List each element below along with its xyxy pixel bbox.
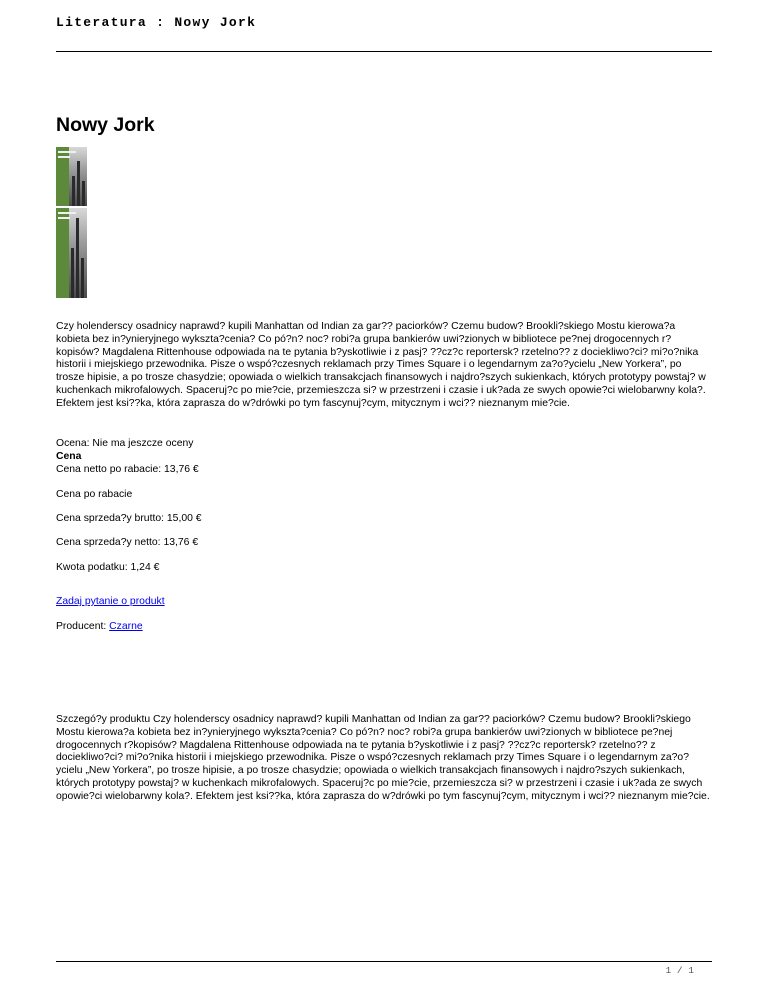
net-price-after-discount: Cena netto po rabacie: 13,76 € (56, 464, 199, 475)
net-sale-price: Cena sprzeda?y netto: 13,76 € (56, 537, 199, 548)
tax-amount: Kwota podatku: 1,24 € (56, 562, 160, 573)
rating-text: Ocena: Nie ma jeszcze oceny (56, 438, 194, 449)
ask-question-link[interactable]: Zadaj pytanie o produkt (56, 596, 165, 607)
document-header-title: Literatura : Nowy Jork (56, 15, 257, 30)
price-heading: Cena (56, 451, 82, 462)
producer-line (56, 621, 143, 634)
page-number: 1 / 1 (665, 965, 694, 976)
price-after-discount: Cena po rabacie (56, 489, 133, 500)
producer-link[interactable]: Czarne (109, 621, 143, 632)
product-details: Szczegó?y produktu Czy holenderscy osadnicy naprawd? kupili Manhattan od Indian za gar?? paciorków? Czemu budow? Brookli?skiego Mostu kierowa?a kobieta bez in?ynieryjnego wykszta?cenia? Co pó?n? noc? robi?a grupa bankierów uwi?zionych w bibliotece pe?nej drogocennych r?kopisów? Magdalena Rittenhouse odpowiada na te pytania b?yskotliwie i z pasj? ??cz?c reportersk? rzetelno?? z dociekliwo?ci? mi?o?nika historii i miejskiego przewodnika. Pisze o wspó?czesnych reklamach przy Times Square i o legendarnym za?o?ycielu „New Yorkera”, po trosze hipisie, a po trosze chasydzie; opowiada o wielkich transakcjach finansowych i najdro?szych sukienkach, których prototypy powstaj? w kuchenkach mikrofalowych. Spaceruj?c po mie?cie, przemieszcza si? w przestrzeni i czasie i uk?ada ze swych opowie?ci wielobarwny kola?. Efektem jest ksi??ka, która zaprasza do w?drówki po tym fascynuj?cym, mitycznym i wci?? nieznanym mie?cie. (56, 714, 710, 802)
cover-city-photo (69, 147, 87, 206)
page-title: Nowy Jork (56, 114, 155, 136)
gross-sale-price: Cena sprzeda?y brutto: 15,00 € (56, 513, 202, 524)
cover-spine-band (56, 208, 69, 298)
book-cover-image[interactable] (56, 208, 87, 298)
cover-city-photo (69, 208, 87, 298)
book-cover-thumbnail[interactable] (56, 147, 87, 206)
product-description: Czy holenderscy osadnicy naprawd? kupili Manhattan od Indian za gar?? paciorków? Czemu budow? Brookli?skiego Mostu kierowa?a kobieta bez in?ynieryjnego wykszta?cenia? Co pó?n? noc? robi?a grupa bankierów uwi?zionych w bibliotece pe?nej drogocennych r?kopisów? Magdalena Rittenhouse odpowiada na te pytania b?yskotliwie i z pasj? ??cz?c reportersk? rzetelno?? z dociekliwo?ci? mi?o?nika historii i miejskiego przewodnika. Pisze o wspó?czesnych reklamach przy Times Square i o legendarnym za?o?ycielu „New Yorkera”, po trosze hipisie, a po trosze chasydzie; opowiada o wielkich transakcjach finansowych i najdro?szych sukienkach, których prototypy powstaj? w kuchenkach mikrofalowych. Spaceruj?c po mie?cie, przemieszcza si? w przestrzeni i czasie i uk?ada ze swych opowie?ci wielobarwny kola?. Efektem jest ksi??ka, która zaprasza do w?drówki po tym fascynuj?cym, mitycznym i wci?? nieznanym mie?cie. (56, 321, 706, 409)
producer-label: Producent: (56, 621, 110, 632)
footer-divider (56, 961, 712, 962)
header-divider (56, 51, 712, 52)
